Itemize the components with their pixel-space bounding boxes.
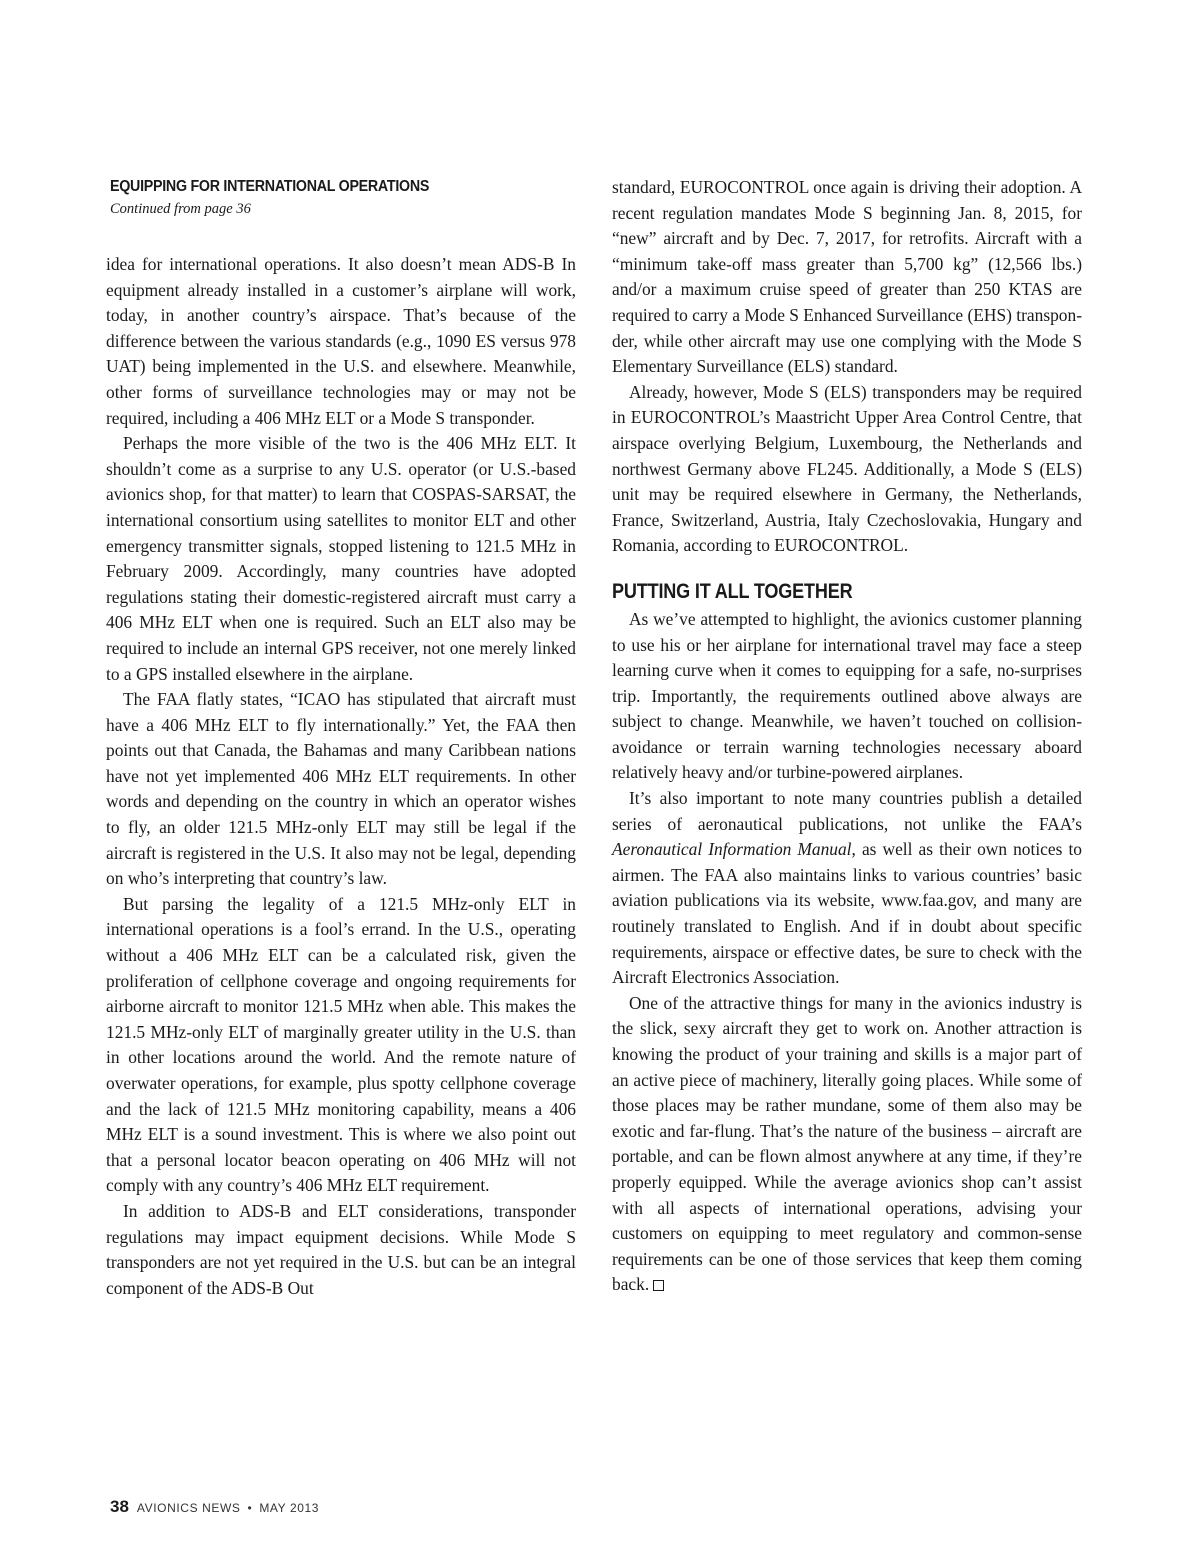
issue-date: MAY 2013: [259, 1501, 320, 1515]
paragraph-text: It’s also important to note many countries publish a detailed series of aeronautical publications, not unlike the FAA’s: [612, 788, 1082, 834]
page-number: 38: [110, 1497, 129, 1516]
paragraph: As we’ve attempted to highlight, the avionics customer planning to use his or her airplane for international travel may face a steep learning curve when it comes to equipping for a safe, no-surprises trip. Importantly, the requirements outlined above always are subject to change. Meanwhile, we haven’t touched on collision-avoidance or terrain warning technologies necessary aboard relatively heavy and/or turbine-powered airplanes.: [612, 608, 1082, 783]
publication-title: Aeronautical Information Manual: [612, 839, 852, 860]
paragraph: idea for international operations. It also doesn’t mean ADS-B In equipment already installed in a customer’s airplane will work, today, in another country’s airspace. That’s because of the difference between the various standards (e.g., 1090 ES versus 978 UAT) being implemented in the U.S. and elsewhere. Meanwhile, other forms of surveillance technologies may or may not be required, including a 406 MHz ELT or a Mode S transponder.: [106, 254, 576, 428]
continued-from-note: Continued from page 36: [110, 201, 251, 217]
paragraph: [612, 991, 1082, 1298]
paragraph-text: One of the attractive things for many in the avionics industry is the slick, sexy aircraft they get to work on. Another attraction is knowing the product of your training and skills is a major part of an active piece of machinery, literally going places. While some of those places may be rather mundane, some of them also may be exotic and far-flung. That’s the nature of the business – aircraft are portable, and can be flown almost anywhere at any time, if they’re properly equipped. While the average avionics shop can’t assist with all aspects of international operations, advising your customers on equipping to meet regulatory and common-sense requirements can be one of those services that keep them coming back.: [612, 992, 1082, 1295]
paragraph-text: , as well as their own notices to airmen. The FAA also maintains links to various countries’ basic aviation publications via its website, www.faa.gov, and many are routinely translated to English. And if in doubt about specific requirements, airspace or effective dates, be sure to check with the Aircraft Electronics Association.: [612, 839, 1082, 988]
paragraph: Perhaps the more visible of the two is the 406 MHz ELT. It shouldn’t come as a surprise to any U.S. operator (or U.S.-based avionics shop, for that matter) to learn that COSPAS-SARSAT, the international consortium using satellites to monitor ELT and other emergency transmitter signals, stopped listening to 121.5 MHz in February 2009. Accordingly, many countries have adopted regulations stating their domestic-registered aircraft must carry a 406 MHz ELT when one is required. Such an ELT also may be required to include an internal GPS receiver, not one merely linked to a GPS installed elsewhere in the airplane.: [106, 433, 576, 684]
section-kicker: EQUIPPING FOR INTERNATIONAL OPERATIONS: [110, 178, 430, 195]
paragraph: standard, EUROCONTROL once again is driving their adoption. A recent regulation mandates Mode S beginning Jan. 8, 2015, for “new” aircraft and by Dec. 7, 2017, for retrofits. Aircraft with a “minimum take-off mass greater than 5,700 kg” (12,566 lbs.) and/or a maximum cruise speed of greater than 250 KTAS are required to carry a Mode S Enhanced Surveillance (EHS) transponder, while other aircraft may use one complying with the Mode S Elementary Surveillance (ELS) standard.: [612, 177, 1082, 377]
footer-separator: •: [247, 1501, 253, 1515]
paragraph: But parsing the legality of a 121.5 MHz-only ELT in international operations is a fool’s errand. In the U.S., operating without a 406 MHz ELT can be a calculated risk, given the proliferation of cellphone coverage and ongoing requirements for airborne aircraft to monitor 121.5 MHz when able. This makes the 121.5 MHz-only ELT of marginally greater utility in the U.S. than in other locations around the world. And the remote nature of overwater operations, for example, plus spotty cellphone coverage and the lack of 121.5 MHz monitoring capability, means a 406 MHz ELT is a sound investment. This is where we also point out that a personal locator beacon operating on 406 MHz will not comply with any country’s 406 MHz ELT requirement.: [106, 893, 576, 1196]
page-footer: [110, 1497, 319, 1517]
paragraph: In addition to ADS-B and ELT considerations, transponder regulations may impact equipment decisions. While Mode S transponders are not yet required in the U.S. but can be an integral component of the ADS-B Out: [106, 1200, 576, 1298]
section-subhead: PUTTING IT ALL TOGETHER: [612, 579, 853, 603]
paragraph: Already, however, Mode S (ELS) transponders may be required in EUROCONTROL’s Maastricht Upper Area Control Centre, that airspace overlying Belgium, Luxembourg, the Netherlands and northwest Germany above FL245. Additionally, a Mode S (ELS) unit may be required elsewhere in Germany, the Netherlands, France, Switzerland, Austria, Italy Czechoslovakia, Hungary and Romania, according to EUROCONTROL.: [612, 381, 1082, 556]
left-column: [106, 252, 576, 1301]
end-mark-icon: [653, 1280, 664, 1291]
paragraph: The FAA flatly states, “ICAO has stipulated that aircraft must have a 406 MHz ELT to fly internationally.” Yet, the FAA then points out that Canada, the Bahamas and many Caribbean nations have not yet implemented 406 MHz ELT requirements. In other words and depending on the country in which an operator wishes to fly, an older 121.5 MHz-only ELT may still be legal if the aircraft is registered in the U.S. It also may not be legal, depending on who’s interpreting that country’s law.: [106, 689, 576, 889]
right-column: [612, 175, 1082, 1298]
publication-name: AVIONICS NEWS: [136, 1501, 241, 1515]
paragraph: [612, 786, 1082, 991]
